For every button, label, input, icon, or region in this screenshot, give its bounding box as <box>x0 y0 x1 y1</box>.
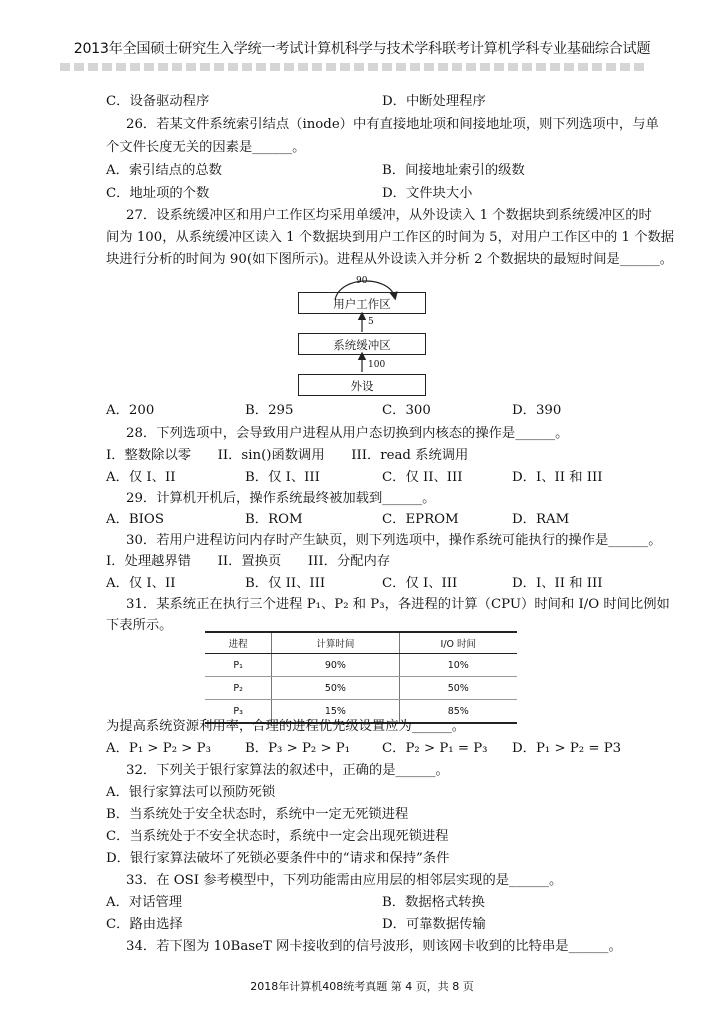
process-time-table <box>205 631 517 724</box>
table-cell: 10% <box>399 654 517 677</box>
table-row <box>205 654 517 677</box>
q33-stem: 33．在 OSI 参考模型中，下列功能需由应用层的相邻层实现的是______。 <box>126 873 563 888</box>
table-cell: P₂ <box>205 677 272 700</box>
table-header: I/O 时间 <box>399 632 517 654</box>
q30-stem: 30．若用户进程访问内存时产生缺页，则下列选项中，操作系统可能执行的操作是______。 <box>126 533 662 548</box>
edge-time-5: 5 <box>368 317 374 327</box>
q30-option-d: D．I、II 和 III <box>512 576 603 591</box>
table-header: 进程 <box>205 632 272 654</box>
q32-option-b: B．当系统处于安全状态时，系统中一定无死锁进程 <box>106 807 409 822</box>
q28-option-d: D．I、II 和 III <box>512 470 603 485</box>
q32-stem: 32．下列关于银行家算法的叙述中，正确的是______。 <box>126 763 449 778</box>
q27-option-c: C．300 <box>382 403 431 418</box>
q29-option-c: C．EPROM <box>382 512 459 527</box>
box-device: 外设 <box>298 374 426 396</box>
table-cell: 15% <box>272 700 399 724</box>
table-row <box>205 677 517 700</box>
q27-stem-line2: 间为 100，从系统缓冲区读入 1 个数据块到用户工作区的时间为 5，对用户工作区中的 1 个数据 <box>106 230 675 245</box>
table-cell: P₁ <box>205 654 272 677</box>
q32-option-d: D．银行家算法破坏了死锁必要条件中的“请求和保持”条件 <box>106 851 450 866</box>
table-cell: P₃ <box>205 700 272 724</box>
q31-option-b: B．P₃ > P₂ > P₁ <box>245 741 351 756</box>
q28-stem: 28．下列选项中，会导致用户进程从用户态切换到内核态的操作是______。 <box>126 426 569 441</box>
page-header-title: 2013年全国硕士研究生入学统一考试计算机科学与技术学科联考计算机学科专业基础综合试题 <box>73 41 651 57</box>
header-rule <box>60 63 644 71</box>
q29-stem: 29．计算机开机后，操作系统最终被加载到______。 <box>126 491 436 506</box>
q31-option-c: C．P₂ > P₁ = P₃ <box>382 741 488 756</box>
q26-stem-line1: 26．若某文件系统索引结点（inode）中有直接地址项和间接地址项，则下列选项中，与单 <box>126 117 659 132</box>
table-header: 计算时间 <box>272 632 399 654</box>
q31-stem-line3: 为提高系统资源利用率，合理的进程优先级设置应为______。 <box>106 719 466 734</box>
q26-option-a: A．索引结点的总数 <box>106 163 222 178</box>
q34-stem: 34．若下图为 10BaseT 网卡接收到的信号波形，则该网卡收到的比特串是______。 <box>126 939 622 954</box>
q33-option-b: B．数据格式转换 <box>382 895 485 910</box>
q27-option-b: B．295 <box>245 403 294 418</box>
q30-option-b: B．仅 II、III <box>245 576 326 591</box>
q30-items: I．处理越界错 II．置换页 III．分配内存 <box>106 554 391 569</box>
q27-stem-line1: 27．设系统缓冲区和用户工作区均采用单缓冲，从外设读入 1 个数据块到系统缓冲区的时 <box>126 208 652 223</box>
q31-option-d: D．P₁ > P₂ = P3 <box>512 741 622 756</box>
q28-option-c: C．仅 II、III <box>382 470 463 485</box>
q32-option-a: A．银行家算法可以预防死锁 <box>106 785 276 800</box>
box-system-buffer: 系统缓冲区 <box>298 333 426 355</box>
q26-stem-line2: 个文件长度无关的因素是______。 <box>106 140 306 155</box>
table-cell: 50% <box>272 677 399 700</box>
q32-option-c: C．当系统处于不安全状态时，系统中一定会出现死锁进程 <box>106 829 449 844</box>
q29-option-b: B．ROM <box>245 512 303 527</box>
q31-stem-line1: 31．某系统正在执行三个进程 P₁、P₂ 和 P₃，各进程的计算（CPU）时间和 I/O 时间比例如 <box>126 597 670 612</box>
page-footer: 2018年计算机408统考真题 第 4 页，共 8 页 <box>250 980 474 993</box>
q26-option-c: C．地址项的个数 <box>106 186 210 201</box>
q26-option-d: D．文件块大小 <box>382 186 473 201</box>
q31-stem-line2: 下表所示。 <box>106 618 173 633</box>
q29-option-d: D．RAM <box>512 512 570 527</box>
table-cell: 50% <box>399 677 517 700</box>
table-header-row <box>205 632 517 654</box>
q30-option-c: C．仅 I、III <box>382 576 458 591</box>
q30-option-a: A．仅 I、II <box>106 576 176 591</box>
q27-option-d: D．390 <box>512 403 562 418</box>
q26-option-b: B．间接地址索引的级数 <box>382 163 525 178</box>
q28-option-b: B．仅 I、III <box>245 470 320 485</box>
table-cell: 90% <box>272 654 399 677</box>
q25-option-c: C．设备驱动程序 <box>106 94 210 109</box>
q27-stem-line3: 块进行分析的时间为 90(如下图所示)。进程从外设读入并分析 2 个数据块的最短时间是______。 <box>106 252 674 267</box>
q29-option-a: A．BIOS <box>106 512 164 527</box>
q28-items: I．整数除以零 II．sin()函数调用 III．read 系统调用 <box>106 448 469 463</box>
q33-option-c: C．路由选择 <box>106 917 183 932</box>
q28-option-a: A．仅 I、II <box>106 470 176 485</box>
loop-time-label: 90 <box>356 276 368 286</box>
q33-option-d: D．可靠数据传输 <box>382 917 486 932</box>
edge-time-100: 100 <box>368 360 386 370</box>
q27-option-a: A．200 <box>106 403 155 418</box>
table-cell: 85% <box>399 700 517 724</box>
box-user-workspace: 用户工作区 <box>298 292 426 314</box>
q31-option-a: A．P₁ > P₂ > P₃ <box>106 741 211 756</box>
q25-option-d: D．中断处理程序 <box>382 94 486 109</box>
q33-option-a: A．对话管理 <box>106 895 183 910</box>
